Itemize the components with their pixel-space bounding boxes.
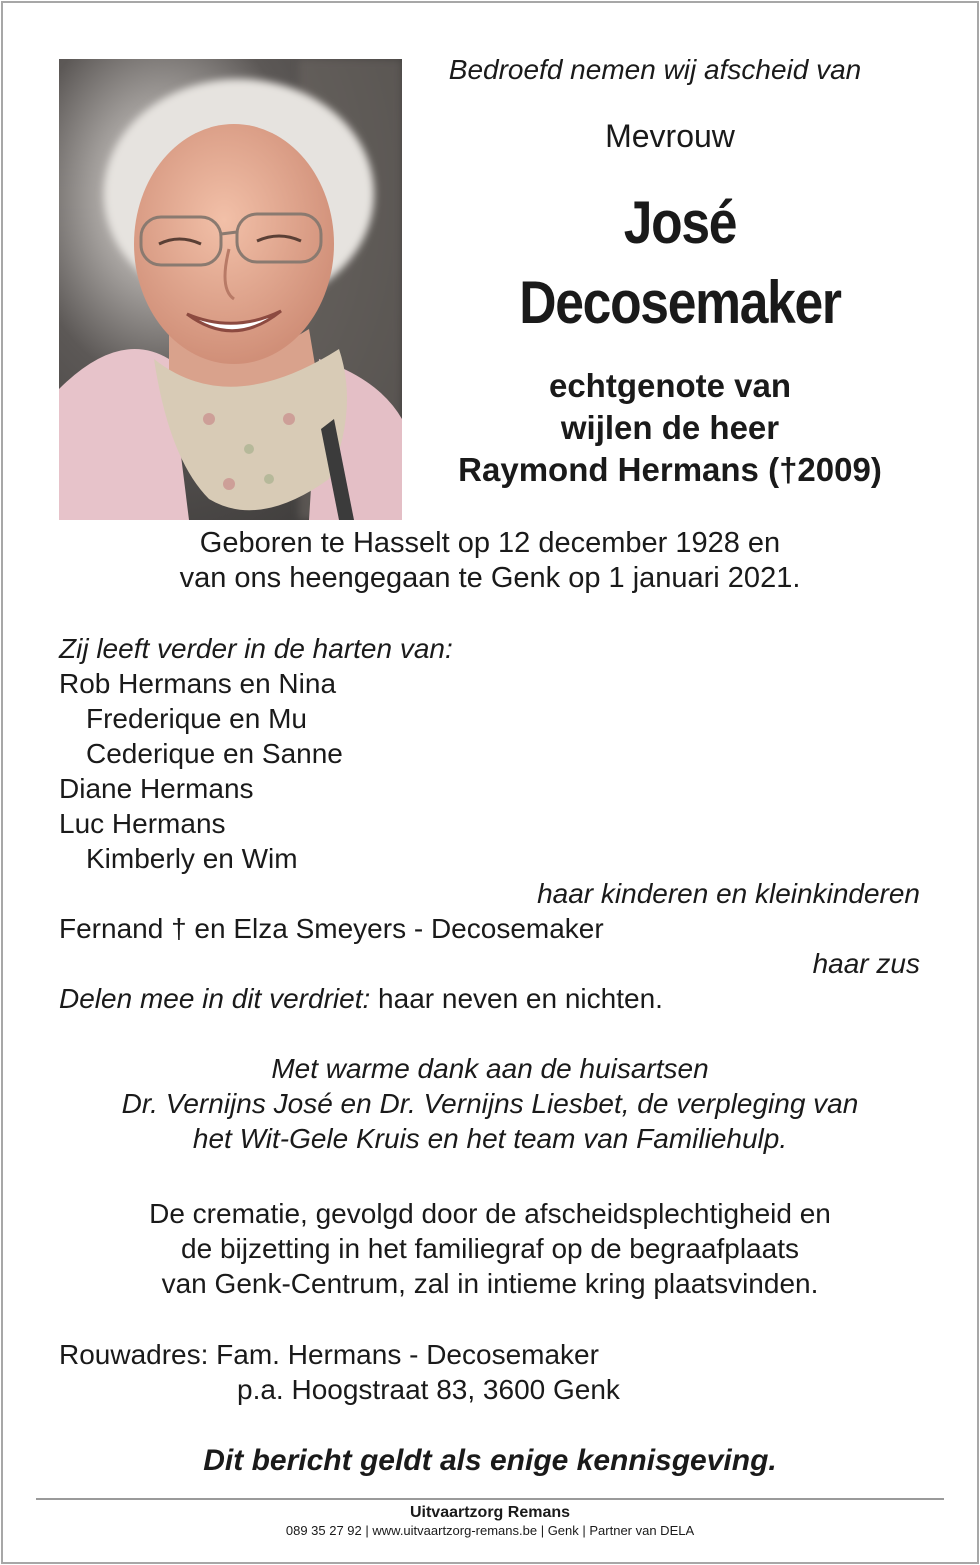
deceased-first-name: José [623, 189, 737, 256]
family-heading: Zij leeft verder in de harten van: [59, 633, 453, 664]
spouse-line: wijlen de heer [560, 409, 780, 446]
sister-first: Fernand [59, 913, 164, 944]
children-caption: haar kinderen en kleinkinderen [537, 878, 920, 909]
funeral-home-contact: 089 35 27 92 | www.uitvaartzorg-remans.be | Genk | Partner van DELA [285, 1523, 695, 1538]
family-member: Frederique en Mu [86, 703, 308, 734]
ceremony-line: de bijzetting in het familiegraf op de begraafplaats [181, 1233, 799, 1264]
funeral-home-name: Uitvaartzorg Remans [409, 1504, 571, 1521]
footer-divider [36, 1498, 944, 1500]
thanks-line: Met warme dank aan de huisartsen [271, 1053, 709, 1084]
mourning-address: Rouwadres: Fam. Hermans - Decosemaker [59, 1339, 599, 1370]
thanks-line: het Wit-Gele Kruis en het team van Familiehulp. [192, 1123, 788, 1154]
closing-statement: Dit bericht geldt als enige kennisgeving. [203, 1444, 777, 1477]
sister-caption: haar zus [812, 948, 920, 979]
ceremony-line: van Genk-Centrum, zal in intieme kring plaatsvinden. [161, 1268, 819, 1299]
spouse-line: echtgenote van [548, 367, 792, 404]
family-member: Cederique en Sanne [86, 738, 343, 769]
ceremony-line: De crematie, gevolgd door de afscheidsplechtigheid en [149, 1198, 831, 1229]
intro-line: Bedroefd nemen wij afscheid van [448, 54, 862, 85]
share-line [59, 983, 663, 1015]
family-member: Rob Hermans en Nina [59, 668, 337, 699]
cross-icon: † [171, 913, 187, 944]
thanks-line: Dr. Vernijns José en Dr. Vernijns Liesbet, de verpleging van [121, 1088, 859, 1119]
spouse-name: Raymond Hermans (†2009) [458, 451, 882, 488]
share-text: haar neven en nichten. [370, 983, 663, 1014]
portrait-photo [59, 59, 402, 520]
deceased-last-name: Decosemaker [519, 269, 841, 336]
mourning-address-street: p.a. Hoogstraat 83, 3600 Genk [237, 1374, 620, 1405]
family-member: Diane Hermans [59, 773, 254, 804]
birth-line: Geboren te Hasselt op 12 december 1928 en [199, 527, 781, 559]
family-member: Luc Hermans [59, 808, 226, 839]
death-line: van ons heengegaan te Genk op 1 januari 2021. [179, 562, 801, 594]
sister-line [59, 913, 604, 945]
honorific: Mevrouw [605, 118, 735, 154]
family-member: Kimberly en Wim [86, 843, 298, 874]
sister-rest: en Elza Smeyers - Decosemaker [186, 913, 604, 944]
share-label: Delen mee in dit verdriet: [59, 983, 371, 1014]
